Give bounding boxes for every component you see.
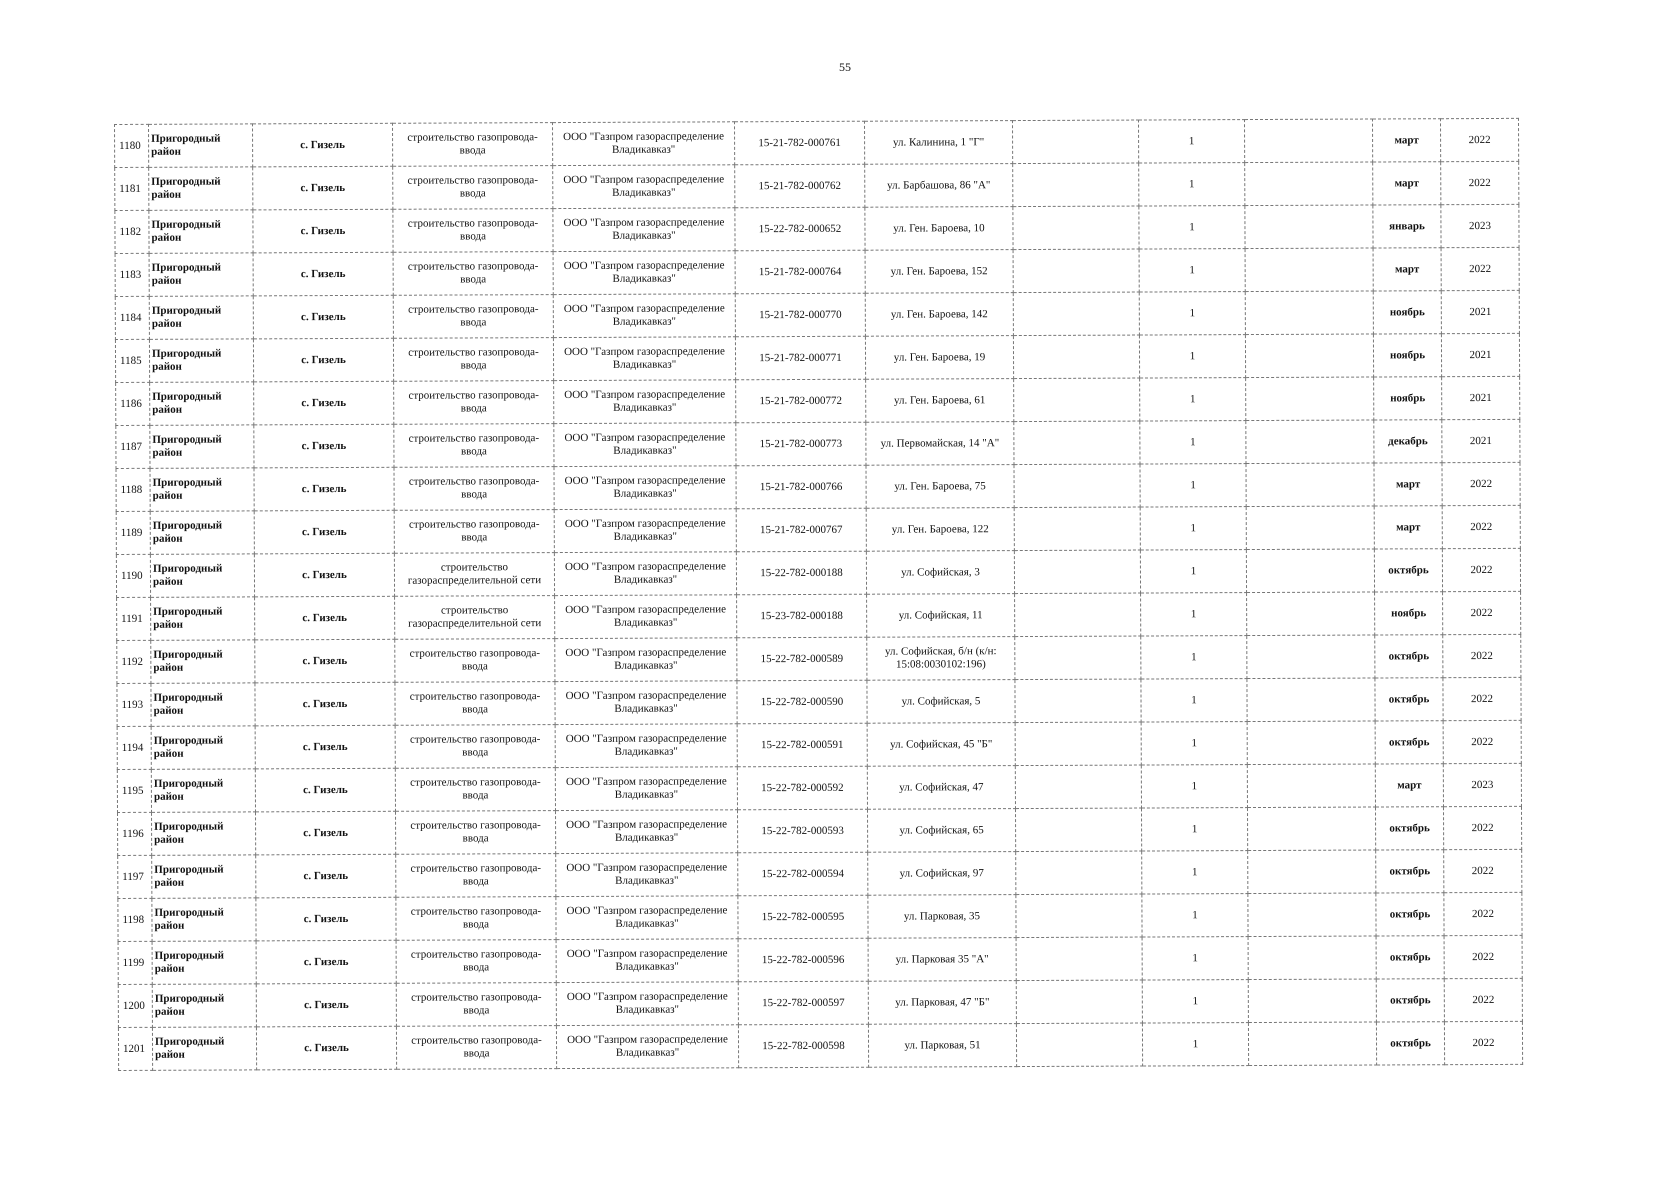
empty-cell [1012,120,1138,164]
month-cell: март [1373,162,1441,205]
address-cell: ул. Софийская, 97 [868,852,1016,896]
empty-cell [1015,636,1141,680]
month-cell: ноябрь [1374,377,1442,420]
month-cell: октябрь [1376,936,1444,979]
year-cell: 2021 [1442,419,1520,462]
address-cell: ул. Софийская, 47 [867,766,1015,810]
registration-code-cell: 15-22-782-000597 [738,981,868,1025]
month-cell: март [1375,764,1443,807]
row-number-cell: 1194 [117,726,151,769]
registration-code-cell: 15-21-782-000773 [736,422,866,466]
row-number-cell: 1199 [118,941,152,984]
table-row [116,462,1520,511]
district-cell: Пригородный район [152,812,256,855]
address-cell: ул. Софийская, 5 [867,680,1015,724]
work-type-cell: строительство газопровода-ввода [393,209,553,253]
organization-cell: ООО "Газпром газораспределение Владикавказ" [555,595,737,639]
address-cell: ул. Софийская, 65 [867,809,1015,853]
registration-code-cell: 15-22-782-000590 [737,680,867,724]
address-cell: ул. Ген. Бароева, 10 [865,207,1013,251]
table-row [118,978,1522,1027]
work-type-cell: строительство газопровода-ввода [396,854,556,898]
quantity-cell: 1 [1138,120,1244,163]
organization-cell: ООО "Газпром газораспределение Владикавказ" [554,509,736,553]
empty-cell [1015,679,1141,723]
district-cell: Пригородный район [150,425,254,468]
organization-cell: ООО "Газпром газораспределение Владикавказ" [555,681,737,725]
empty-cell [1248,1022,1376,1066]
quantity-cell: 1 [1139,249,1245,292]
quantity-cell: 1 [1142,980,1248,1023]
table-row [115,204,1519,253]
address-cell: ул. Ген. Бароева, 19 [865,336,1013,380]
table-row [115,118,1519,167]
table-row [115,290,1519,339]
empty-cell [1246,463,1374,507]
gas-connection-table [114,118,1523,1071]
organization-cell: ООО "Газпром газораспределение Владикавказ" [555,724,737,768]
village-cell: с. Гизель [256,854,396,898]
table-row [117,677,1521,726]
table-row [118,849,1522,898]
month-cell: октябрь [1374,549,1442,592]
registration-code-cell: 15-22-782-000593 [737,809,867,853]
quantity-cell: 1 [1141,679,1247,722]
month-cell: март [1373,248,1441,291]
empty-cell [1245,248,1373,292]
work-type-cell: строительство газопровода-ввода [394,381,554,425]
month-cell: декабрь [1374,420,1442,463]
empty-cell [1245,162,1373,206]
row-number-cell: 1184 [115,296,149,339]
row-number-cell: 1201 [118,1027,152,1070]
empty-cell [1248,936,1376,980]
year-cell: 2021 [1442,376,1520,419]
table-row [115,161,1519,210]
year-cell: 2022 [1444,935,1522,978]
table-row [117,720,1521,769]
work-type-cell: строительство газопровода-ввода [394,510,554,554]
organization-cell: ООО "Газпром газораспределение Владикавказ" [556,1025,738,1069]
work-type-cell: строительство газопровода-ввода [392,123,552,167]
quantity-cell: 1 [1141,722,1247,765]
row-number-cell: 1191 [117,597,151,640]
registration-code-cell: 15-21-782-000767 [736,508,866,552]
quantity-cell: 1 [1142,937,1248,980]
row-number-cell: 1180 [115,124,149,167]
work-type-cell: строительство газопровода-ввода [395,639,555,683]
district-cell: Пригородный район [151,640,255,683]
empty-cell [1016,980,1142,1024]
work-type-cell: строительство газораспределительной сети [394,553,554,597]
registration-code-cell: 15-22-782-000598 [738,1024,868,1068]
district-cell: Пригородный район [152,984,256,1027]
table-row [115,333,1519,382]
district-cell: Пригородный район [151,597,255,640]
year-cell: 2022 [1444,1021,1522,1064]
registration-code-cell: 15-21-782-000764 [735,250,865,294]
village-cell: с. Гизель [254,467,394,511]
organization-cell: ООО "Газпром газораспределение Владикавказ" [553,337,735,381]
empty-cell [1013,249,1139,293]
empty-cell [1014,421,1140,465]
table-row [117,763,1521,812]
quantity-cell: 1 [1141,636,1247,679]
empty-cell [1248,893,1376,937]
district-cell: Пригородный район [151,683,255,726]
district-cell: Пригородный район [151,769,255,812]
page-number: 55 [839,60,851,74]
table-row [118,935,1522,984]
empty-cell [1245,334,1373,378]
year-cell: 2022 [1443,634,1521,677]
empty-cell [1016,937,1142,981]
quantity-cell: 1 [1140,378,1246,421]
month-cell: ноябрь [1375,592,1443,635]
empty-cell [1247,764,1375,808]
empty-cell [1015,593,1141,637]
organization-cell: ООО "Газпром газораспределение Владикавказ" [555,638,737,682]
work-type-cell: строительство газопровода-ввода [395,768,555,812]
month-cell: октябрь [1375,635,1443,678]
address-cell: ул. Софийская, 3 [866,551,1014,595]
empty-cell [1246,377,1374,421]
quantity-cell: 1 [1141,593,1247,636]
quantity-cell: 1 [1139,163,1245,206]
year-cell: 2023 [1441,204,1519,247]
village-cell: с. Гизель [256,897,396,941]
year-cell: 2022 [1443,677,1521,720]
registration-code-cell: 15-22-782-000596 [738,938,868,982]
empty-cell [1246,506,1374,550]
address-cell: ул. Первомайская, 14 "А" [866,422,1014,466]
table-row [118,806,1522,855]
empty-cell [1016,894,1142,938]
row-number-cell: 1181 [115,167,149,210]
row-number-cell: 1190 [116,554,150,597]
row-number-cell: 1185 [115,339,149,382]
month-cell: октябрь [1375,807,1443,850]
registration-code-cell: 15-21-782-000761 [734,121,864,165]
village-cell: с. Гизель [254,424,394,468]
empty-cell [1247,807,1375,851]
work-type-cell: строительство газопровода-ввода [396,897,556,941]
village-cell: с. Гизель [253,295,393,339]
village-cell: с. Гизель [253,166,393,210]
village-cell: с. Гизель [256,811,396,855]
year-cell: 2021 [1441,333,1519,376]
quantity-cell: 1 [1140,507,1246,550]
district-cell: Пригородный район [149,124,253,167]
address-cell: ул. Ген. Бароева, 61 [866,379,1014,423]
organization-cell: ООО "Газпром газораспределение Владикавказ" [553,208,735,252]
organization-cell: ООО "Газпром газораспределение Владикавказ" [556,896,738,940]
quantity-cell: 1 [1139,206,1245,249]
empty-cell [1245,205,1373,249]
organization-cell: ООО "Газпром газораспределение Владикавказ" [555,810,737,854]
month-cell: октябрь [1375,721,1443,764]
work-type-cell: строительство газопровода-ввода [393,295,553,339]
quantity-cell: 1 [1140,464,1246,507]
registration-code-cell: 15-22-782-000592 [737,766,867,810]
organization-cell: ООО "Газпром газораспределение Владикавказ" [553,294,735,338]
empty-cell [1014,378,1140,422]
month-cell: октябрь [1376,893,1444,936]
empty-cell [1013,206,1139,250]
table-row [116,505,1520,554]
empty-cell [1014,550,1140,594]
quantity-cell: 1 [1139,292,1245,335]
month-cell: март [1374,506,1442,549]
row-number-cell: 1189 [116,511,150,554]
organization-cell: ООО "Газпром газораспределение Владикавказ" [556,939,738,983]
year-cell: 2022 [1443,806,1521,849]
month-cell: март [1374,463,1442,506]
organization-cell: ООО "Газпром газораспределение Владикавказ" [554,423,736,467]
work-type-cell: строительство газопровода-ввода [395,682,555,726]
village-cell: с. Гизель [253,209,393,253]
empty-cell [1013,335,1139,379]
district-cell: Пригородный район [150,511,254,554]
year-cell: 2022 [1440,118,1518,161]
row-number-cell: 1188 [116,468,150,511]
registration-code-cell: 15-22-782-000188 [736,551,866,595]
month-cell: ноябрь [1373,291,1441,334]
registration-code-cell: 15-22-782-000591 [737,723,867,767]
registration-code-cell: 15-21-782-000770 [735,293,865,337]
month-cell: март [1372,119,1440,162]
village-cell: с. Гизель [254,510,394,554]
row-number-cell: 1200 [118,984,152,1027]
empty-cell [1248,850,1376,894]
district-cell: Пригородный район [152,941,256,984]
row-number-cell: 1195 [117,769,151,812]
quantity-cell: 1 [1140,550,1246,593]
month-cell: октябрь [1375,678,1443,721]
district-cell: Пригородный район [149,210,253,253]
table-row [118,892,1522,941]
address-cell: ул. Калинина, 1 "Г" [864,121,1012,165]
district-cell: Пригородный район [150,382,254,425]
year-cell: 2021 [1441,290,1519,333]
row-number-cell: 1196 [118,812,152,855]
address-cell: ул. Парковая, 35 [868,895,1016,939]
registration-code-cell: 15-21-782-000762 [735,164,865,208]
month-cell: октябрь [1376,1022,1444,1065]
month-cell: ноябрь [1373,334,1441,377]
year-cell: 2023 [1443,763,1521,806]
work-type-cell: строительство газопровода-ввода [396,1026,556,1070]
district-cell: Пригородный район [150,468,254,511]
row-number-cell: 1192 [117,640,151,683]
district-cell: Пригородный район [149,296,253,339]
registration-code-cell: 15-21-782-000772 [736,379,866,423]
work-type-cell: строительство газопровода-ввода [394,467,554,511]
village-cell: с. Гизель [254,553,394,597]
month-cell: октябрь [1376,850,1444,893]
empty-cell [1013,163,1139,207]
address-cell: ул. Ген. Бароева, 122 [866,508,1014,552]
row-number-cell: 1183 [115,253,149,296]
organization-cell: ООО "Газпром газораспределение Владикавказ" [553,251,735,295]
row-number-cell: 1186 [116,382,150,425]
village-cell: с. Гизель [255,596,395,640]
address-cell: ул. Барбашова, 86 "А" [865,164,1013,208]
year-cell: 2022 [1444,978,1522,1021]
empty-cell [1244,119,1372,163]
district-cell: Пригородный район [149,253,253,296]
table-row [117,591,1521,640]
empty-cell [1246,420,1374,464]
district-cell: Пригородный район [150,554,254,597]
table-row [116,419,1520,468]
village-cell: с. Гизель [253,123,393,167]
work-type-cell: строительство газопровода-ввода [396,983,556,1027]
village-cell: с. Гизель [255,725,395,769]
empty-cell [1016,1023,1142,1067]
registration-code-cell: 15-22-782-000652 [735,207,865,251]
year-cell: 2022 [1444,892,1522,935]
month-cell: январь [1373,205,1441,248]
registration-code-cell: 15-22-782-000594 [738,852,868,896]
empty-cell [1247,721,1375,765]
table-body [115,118,1523,1070]
empty-cell [1015,808,1141,852]
year-cell: 2022 [1443,591,1521,634]
organization-cell: ООО "Газпром газораспределение Владикавказ" [553,165,735,209]
year-cell: 2022 [1441,247,1519,290]
row-number-cell: 1193 [117,683,151,726]
empty-cell [1014,507,1140,551]
village-cell: с. Гизель [253,338,393,382]
work-type-cell: строительство газораспределительной сети [395,596,555,640]
village-cell: с. Гизель [253,252,393,296]
registration-code-cell: 15-23-782-000188 [737,594,867,638]
village-cell: с. Гизель [255,682,395,726]
table-row [117,634,1521,683]
organization-cell: ООО "Газпром газораспределение Владикавказ" [552,122,734,166]
work-type-cell: строительство газопровода-ввода [393,338,553,382]
village-cell: с. Гизель [254,381,394,425]
quantity-cell: 1 [1139,335,1245,378]
empty-cell [1246,549,1374,593]
address-cell: ул. Софийская, 11 [867,594,1015,638]
table-row [116,376,1520,425]
address-cell: ул. Парковая, 47 "Б" [868,981,1016,1025]
village-cell: с. Гизель [255,768,395,812]
address-cell: ул. Парковая 35 "А" [868,938,1016,982]
quantity-cell: 1 [1142,894,1248,937]
year-cell: 2022 [1442,505,1520,548]
year-cell: 2022 [1441,161,1519,204]
village-cell: с. Гизель [256,1026,396,1070]
empty-cell [1247,635,1375,679]
empty-cell [1247,592,1375,636]
district-cell: Пригородный район [149,167,253,210]
registration-code-cell: 15-22-782-000589 [737,637,867,681]
empty-cell [1014,464,1140,508]
row-number-cell: 1187 [116,425,150,468]
address-cell: ул. Ген. Бароева, 142 [865,293,1013,337]
empty-cell [1015,722,1141,766]
empty-cell [1248,979,1376,1023]
empty-cell [1013,292,1139,336]
district-cell: Пригородный район [149,339,253,382]
village-cell: с. Гизель [256,983,396,1027]
address-cell: ул. Софийская, 45 "Б" [867,723,1015,767]
quantity-cell: 1 [1141,808,1247,851]
district-cell: Пригородный район [152,1027,256,1070]
registration-code-cell: 15-21-782-000766 [736,465,866,509]
work-type-cell: строительство газопровода-ввода [393,252,553,296]
work-type-cell: строительство газопровода-ввода [396,940,556,984]
work-type-cell: строительство газопровода-ввода [393,166,553,210]
district-cell: Пригородный район [151,726,255,769]
organization-cell: ООО "Газпром газораспределение Владикавказ" [556,982,738,1026]
table-row [115,247,1519,296]
empty-cell [1245,291,1373,335]
quantity-cell: 1 [1140,421,1246,464]
table-row [116,548,1520,597]
registration-code-cell: 15-22-782-000595 [738,895,868,939]
organization-cell: ООО "Газпром газораспределение Владикавказ" [554,466,736,510]
organization-cell: ООО "Газпром газораспределение Владикавказ" [554,380,736,424]
address-cell: ул. Софийская, б/н (к/н: 15:08:0030102:196) [867,637,1015,681]
address-cell: ул. Ген. Бароева, 75 [866,465,1014,509]
month-cell: октябрь [1376,979,1444,1022]
row-number-cell: 1197 [118,855,152,898]
village-cell: с. Гизель [255,639,395,683]
empty-cell [1247,678,1375,722]
address-cell: ул. Парковая, 51 [868,1024,1016,1068]
row-number-cell: 1198 [118,898,152,941]
registration-code-cell: 15-21-782-000771 [735,336,865,380]
address-cell: ул. Ген. Бароева, 152 [865,250,1013,294]
quantity-cell: 1 [1142,1023,1248,1066]
district-cell: Пригородный район [152,855,256,898]
year-cell: 2022 [1443,720,1521,763]
district-cell: Пригородный район [152,898,256,941]
quantity-cell: 1 [1141,765,1247,808]
organization-cell: ООО "Газпром газораспределение Владикавказ" [554,552,736,596]
year-cell: 2022 [1442,462,1520,505]
organization-cell: ООО "Газпром газораспределение Владикавказ" [556,853,738,897]
quantity-cell: 1 [1142,851,1248,894]
row-number-cell: 1182 [115,210,149,253]
organization-cell: ООО "Газпром газораспределение Владикавказ" [555,767,737,811]
year-cell: 2022 [1444,849,1522,892]
year-cell: 2022 [1442,548,1520,591]
work-type-cell: строительство газопровода-ввода [394,424,554,468]
work-type-cell: строительство газопровода-ввода [395,725,555,769]
empty-cell [1015,765,1141,809]
table-row [118,1021,1522,1070]
village-cell: с. Гизель [256,940,396,984]
empty-cell [1016,851,1142,895]
work-type-cell: строительство газопровода-ввода [396,811,556,855]
